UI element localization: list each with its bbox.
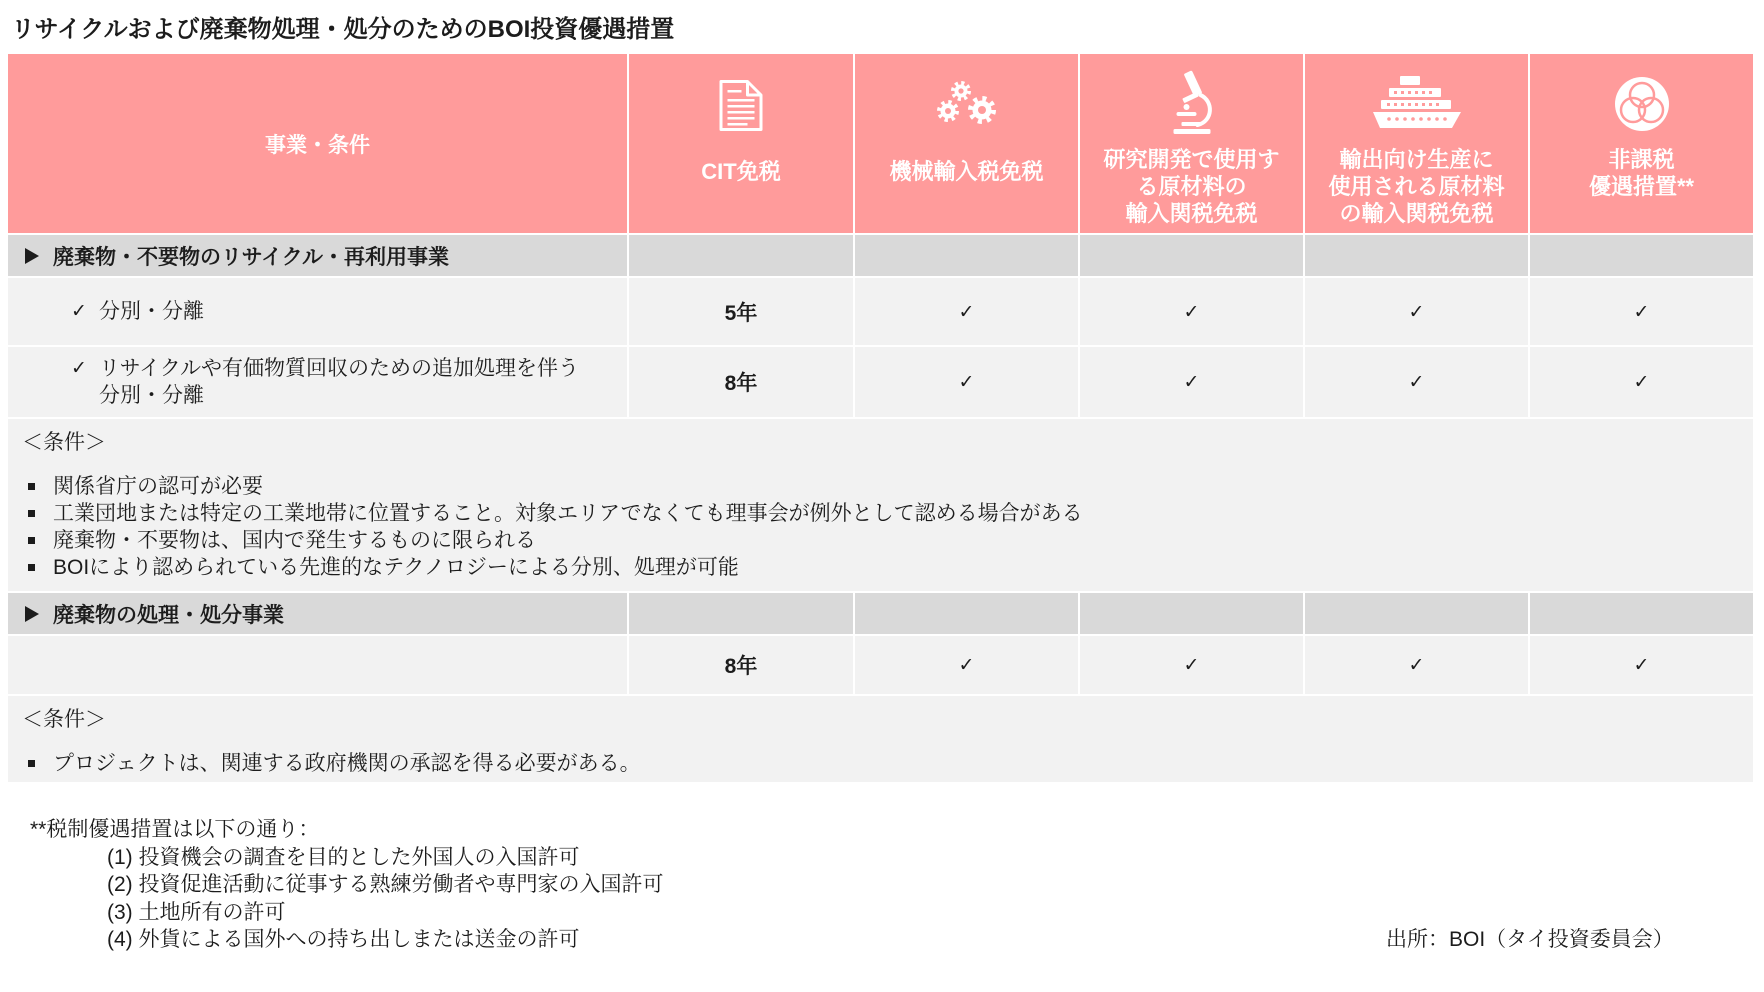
check-mark: ✓ [958,300,975,323]
header-cit-label [629,158,853,185]
conditions-list [8,473,1753,581]
condition-item [8,500,1753,527]
header-line: の輸入関税免税 [1339,201,1494,226]
header-export-label [1305,146,1528,227]
section-title: 廃棄物・不要物のリサイクル・再利用事業 [53,245,450,269]
header-export-material-duty [1305,54,1528,233]
square-bullet-icon [28,483,35,490]
check-mark: ✓ [1408,371,1425,393]
header-line: る原材料の [1136,174,1247,199]
footnote-item: (1) 投資機会の調査を目的とした外国人の入国許可 [107,845,580,869]
square-bullet-icon [28,537,35,544]
section-recycling [8,235,627,276]
header-line: 優遇措置** [1588,174,1695,199]
check-mark: ✓ [71,300,87,322]
header-rnd-label [1080,146,1303,227]
condition-item [8,527,1753,554]
footnote-item: (3) 土地所有の許可 [107,900,286,924]
check-mark: ✓ [1183,654,1200,676]
header-non-tax-label [1530,146,1753,200]
machinery-cell [855,636,1078,694]
row-label-line: 分別・分離 [99,300,204,323]
check-mark: ✓ [1633,654,1650,676]
section-cell [1080,235,1303,276]
header-business-conditions [8,54,627,233]
conditions-disposal [8,696,1753,782]
condition-text: プロジェクトは、関連する政府機関の承認を得る必要がある。 [53,752,641,775]
document-icon [719,79,764,132]
venn-circles-icon [1613,76,1671,132]
header-rnd-material-duty [1080,54,1303,233]
check-mark: ✓ [1408,654,1425,676]
header-line: 機械輸入税免税 [889,159,1044,184]
header-line: 輸出向け生産に [1339,147,1494,172]
rnd-cell [1080,278,1303,345]
non-tax-cell [1530,278,1753,345]
condition-text: BOIにより認められている先進的なテクノロジーによる分別、処理が可能 [53,556,739,579]
microscope-icon [1169,70,1214,135]
section-cell [1530,593,1753,634]
check-mark: ✓ [1183,300,1200,323]
check-mark: ✓ [1408,300,1425,323]
check-mark: ✓ [1183,371,1200,393]
check-mark: ✓ [958,371,975,393]
header-business-label: 事業・条件 [265,133,370,157]
check-mark: ✓ [1633,300,1650,323]
cit-years: 8年 [724,372,758,395]
conditions-heading: ＜条件＞ [22,431,106,454]
gears-icon [937,81,997,125]
cit-cell [629,347,853,417]
page-title: リサイクルおよび廃棄物処理・処分のためのBOI投資優遇措置 [11,16,675,43]
condition-item [8,473,1753,500]
section-cell [1305,235,1528,276]
rnd-cell [1080,636,1303,694]
section-cell [629,593,853,634]
footnote-item: (2) 投資促進活動に従事する熟練労働者や専門家の入国許可 [107,873,664,896]
header-machinery-import-duty [855,54,1078,233]
row-label [71,298,204,325]
check-mark: ✓ [71,357,87,379]
section-cell [855,593,1078,634]
cit-cell [629,636,853,694]
cit-cell [629,278,853,345]
cit-years: 5年 [724,301,758,325]
section-cell [629,235,853,276]
source-credit: 出所：BOI（タイ投資委員会） [1386,928,1674,951]
machinery-cell [855,347,1078,417]
section-cell [1530,235,1753,276]
condition-item [8,554,1753,581]
conditions-recycling [8,419,1753,591]
header-line: 研究開発で使用す [1103,147,1280,172]
footnote-list [107,844,664,954]
header-cit-exemption [629,54,853,233]
condition-item [8,750,1753,777]
row-label-empty [8,636,627,694]
header-line: CIT免税 [701,159,781,184]
header-line: 使用される原材料 [1328,174,1505,199]
incentive-table [8,54,1753,782]
conditions-list [8,750,1753,777]
cit-years: 8年 [724,655,758,678]
square-bullet-icon [28,564,35,571]
section-cell [1305,593,1528,634]
row-label-recycling-sorting [8,347,627,417]
section-disposal [8,593,627,634]
square-bullet-icon [28,760,35,767]
export-cell [1305,278,1528,345]
section-cell [1080,593,1303,634]
check-mark: ✓ [1633,371,1650,393]
row-label-line: 分別・分離 [99,384,204,407]
footnote [30,816,664,954]
footnote-item: (4) 外貨による国外への持ち出しまたは送金の許可 [107,928,580,951]
conditions-heading: ＜条件＞ [22,708,106,731]
header-line: 非課税 [1608,147,1675,172]
header-line: 輸入関税免税 [1125,201,1258,226]
check-mark: ✓ [958,654,975,676]
non-tax-cell [1530,636,1753,694]
rnd-cell [1080,347,1303,417]
non-tax-cell [1530,347,1753,417]
condition-text: 工業団地または特定の工業地帯に位置すること。対象エリアでなくても理事会が例外として認める場合がある [53,502,1083,525]
section-cell [855,235,1078,276]
machinery-cell [855,278,1078,345]
square-bullet-icon [28,510,35,517]
header-non-tax-incentives [1530,54,1753,233]
condition-text: 廃棄物・不要物は、国内で発生するものに限られる [53,529,536,552]
header-machinery-label [855,158,1078,185]
ship-icon [1373,76,1461,129]
section-title: 廃棄物の処理・処分事業 [53,603,284,627]
row-label-sorting [8,278,627,345]
row-label [71,355,580,409]
export-cell [1305,347,1528,417]
row-label-line: リサイクルや有価物質回収のための追加処理を伴う [99,357,580,380]
export-cell [1305,636,1528,694]
footnote-heading: **税制優遇措置は以下の通り： [30,818,320,841]
condition-text: 関係省庁の認可が必要 [53,475,263,498]
triangle-right-icon [25,248,39,264]
triangle-right-icon [25,606,39,622]
